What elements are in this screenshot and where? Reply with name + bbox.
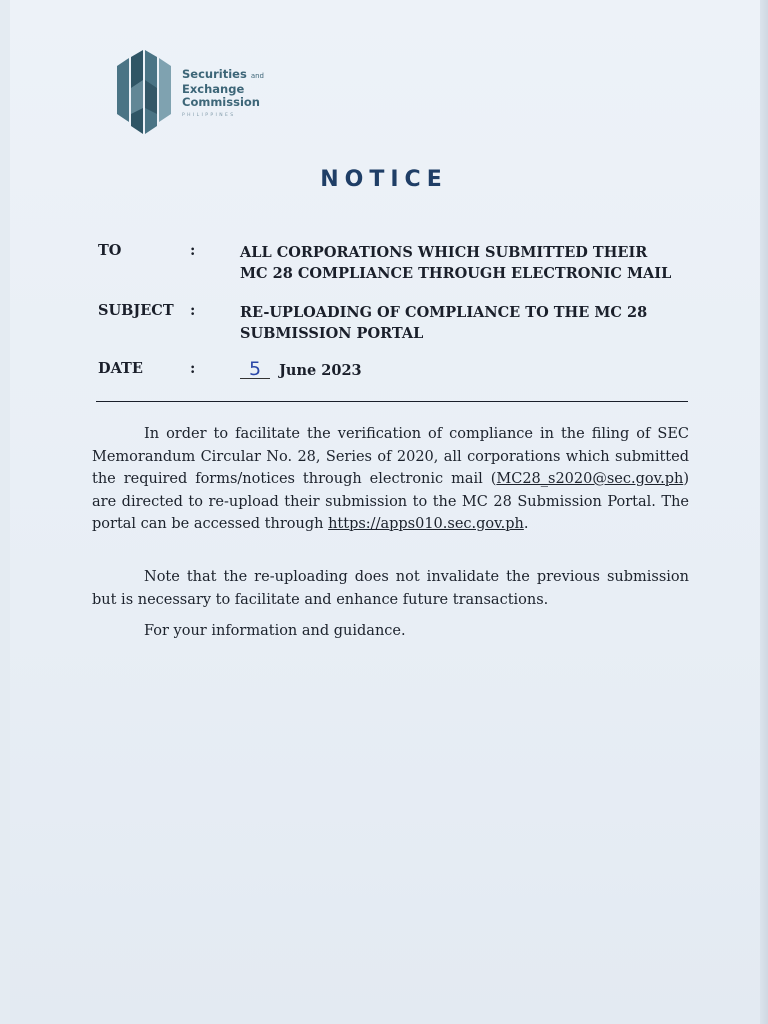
sec-logo-icon [115,48,177,138]
subject-colon: : [190,302,196,319]
portal-link[interactable]: https://apps010.sec.gov.ph [328,516,524,532]
date-value [240,360,700,381]
sec-logo [115,48,275,138]
logo-and: and [250,72,264,80]
to-value-line-1: ALL CORPORATIONS WHICH SUBMITTED THEIR [240,244,648,261]
to-colon: : [190,242,196,259]
divider-line [96,401,688,402]
paragraph-1 [92,423,689,536]
logo-line-4: PHILIPPINES [182,113,236,118]
subject-label: SUBJECT [98,302,174,319]
to-value [240,242,700,284]
subject-value [240,302,700,344]
date-month-year: June 2023 [279,362,362,379]
to-label: TO [98,242,122,259]
paragraph-2: Note that the re-uploading does not invalidate the previous submission but is necessary to facilitate and enhance future transactions. [92,569,689,608]
subject-value-line-2: SUBMISSION PORTAL [240,325,424,342]
subject-value-line-1: RE-UPLOADING OF COMPLIANCE TO THE MC 28 [240,304,648,321]
p1-text-c: . [523,516,529,532]
date-colon: : [190,360,196,377]
date-label: DATE [98,360,143,377]
to-value-line-2: MC 28 COMPLIANCE THROUGH ELECTRONIC MAIL [240,265,672,282]
email-link[interactable]: MC28_s2020@sec.gov.ph [496,471,684,487]
paragraph-3: For your information and guidance. [144,623,406,639]
p1-text-a: In order to facilitate the verification of compliance in the filing of SEC Memorandum Circular No. 28, Series of 2020, all corporations which submitted the required forms/notices through electronic mail ( [92,426,689,487]
logo-line-2: Exchange [182,82,245,96]
notice-title: NOTICE [320,167,448,192]
logo-line-1: Securities [182,67,247,81]
p1-text-b: ) are directed to re-upload their submission to the MC 28 Submission Portal. The portal can be accessed through [92,471,689,532]
sec-logo-wordmark [182,68,264,122]
page-edge [760,0,768,1024]
logo-line-3: Commission [182,95,260,109]
date-day-handwritten: 5 [240,360,270,379]
